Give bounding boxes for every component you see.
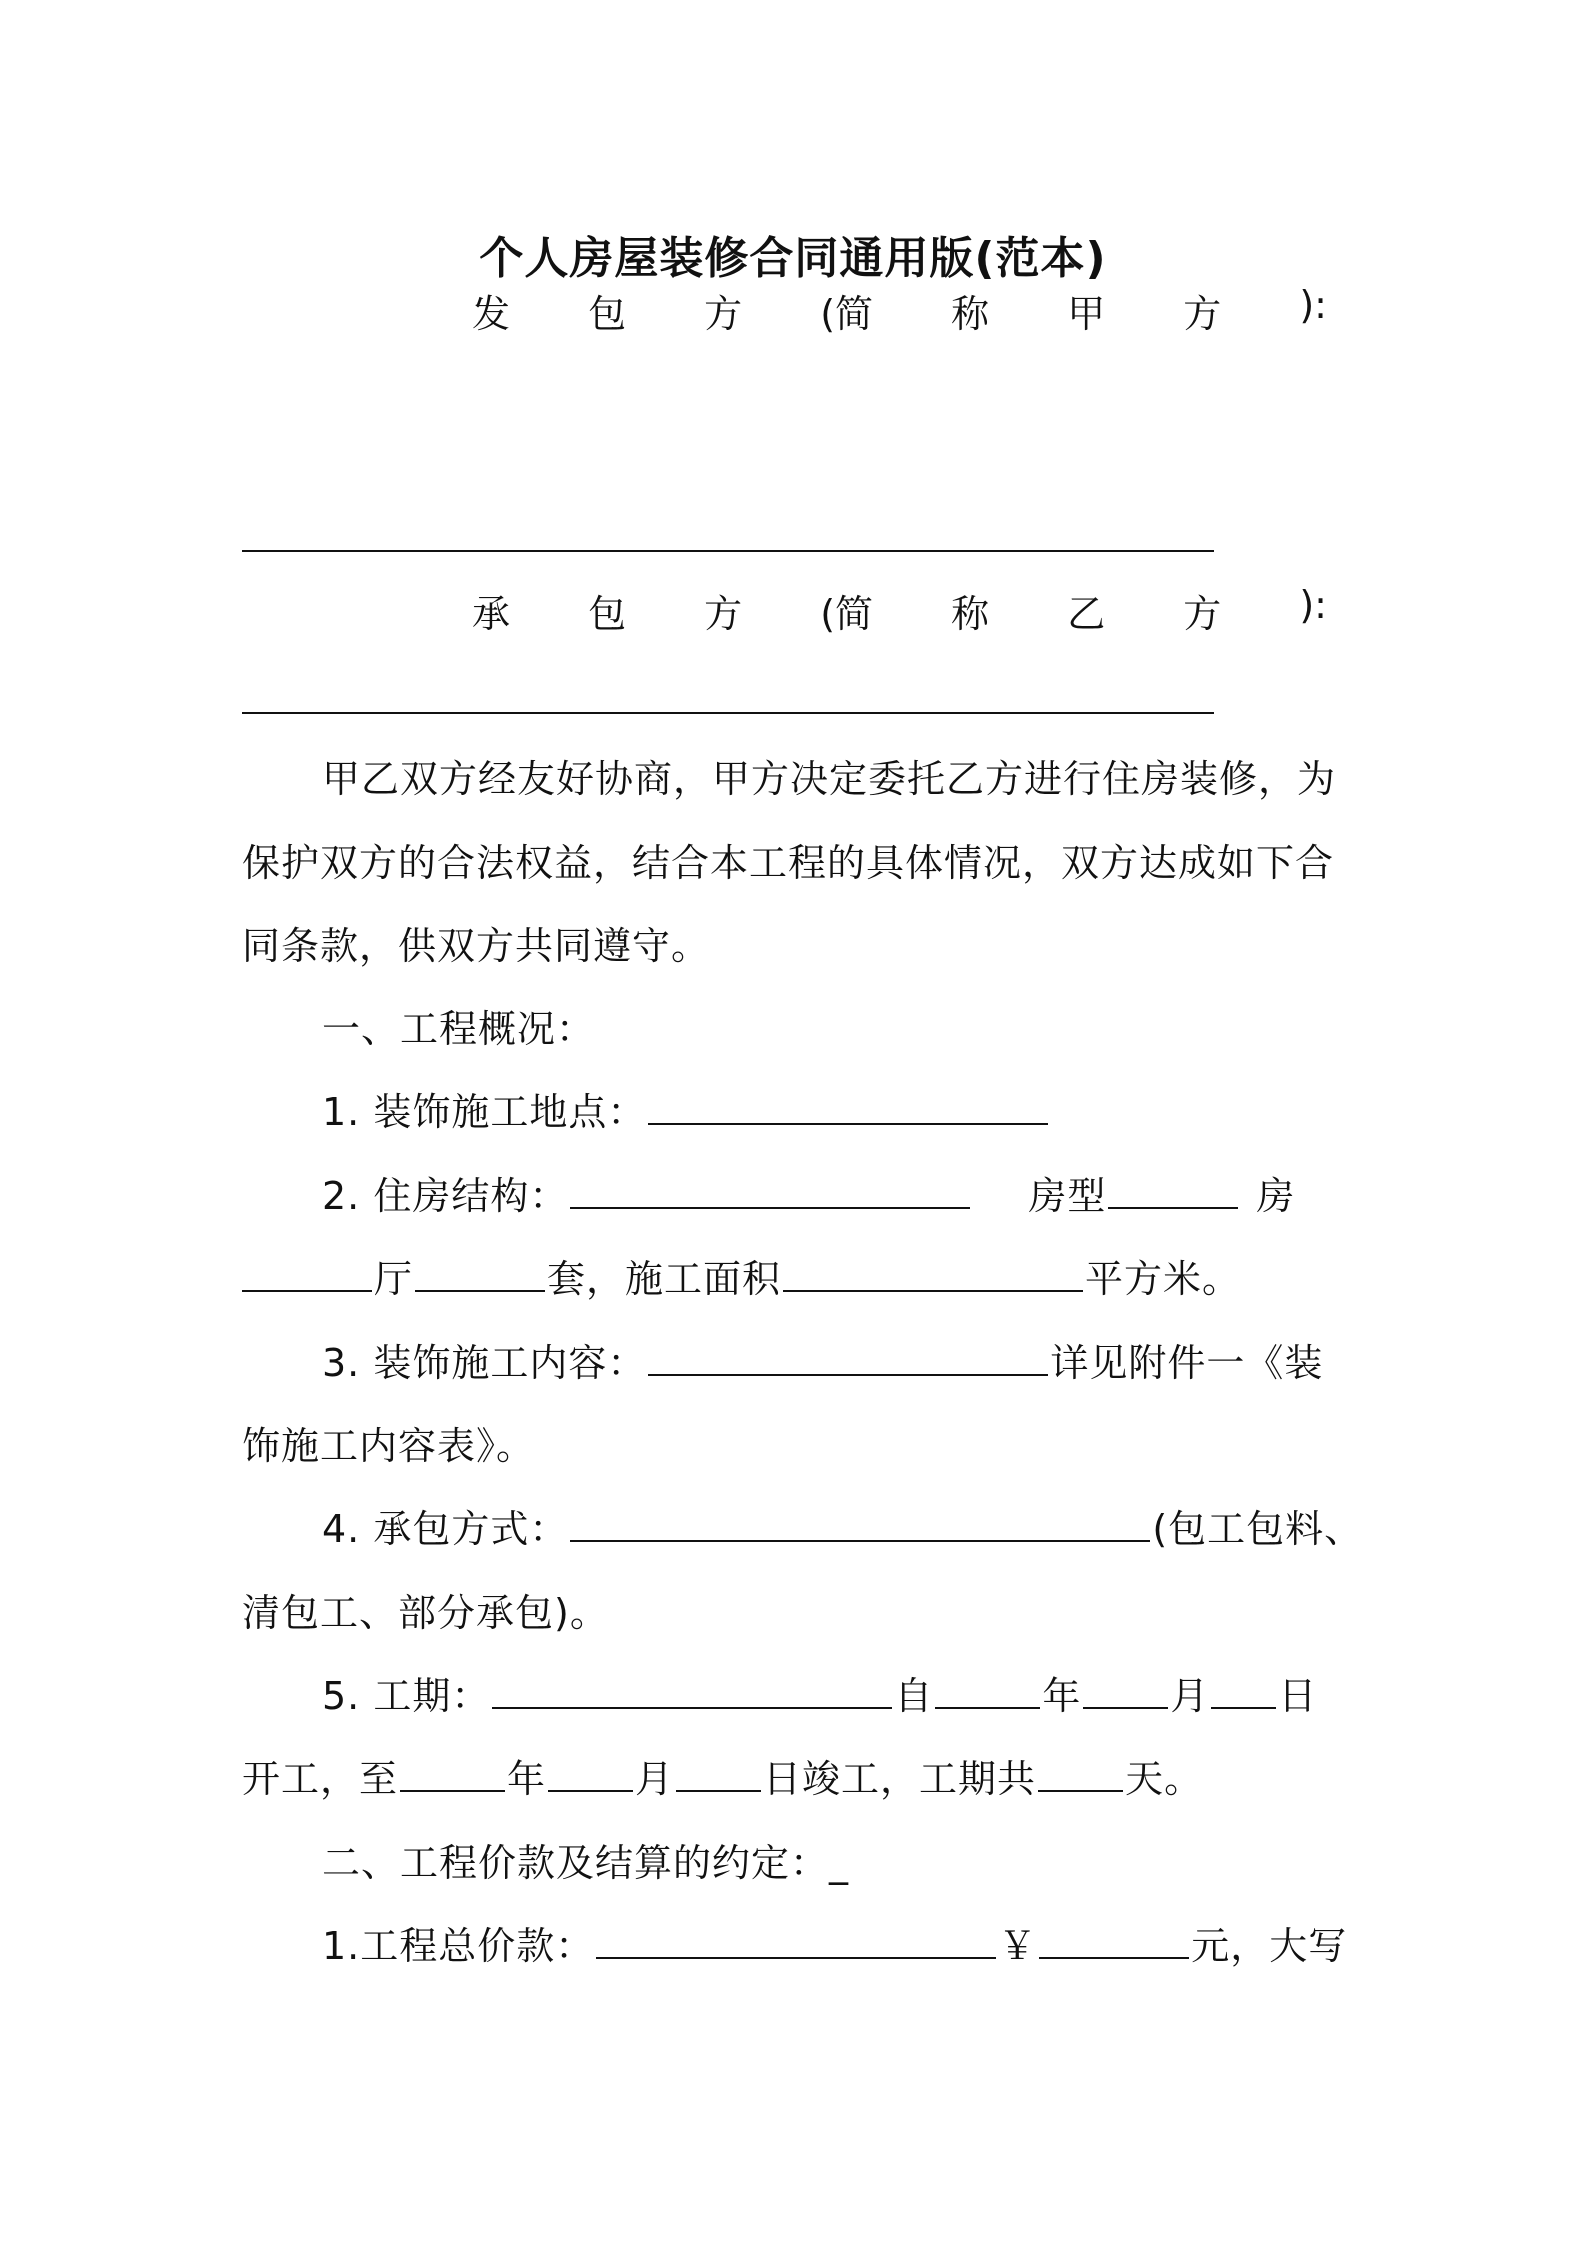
item-4-row-2: 清包工、部分承包)。 <box>242 1591 609 1635</box>
year-label: 年 <box>1042 1674 1082 1718</box>
housing-structure-field[interactable] <box>570 1177 970 1209</box>
party-a-char: 甲 <box>1067 292 1106 336</box>
party-a-char: (简 <box>820 292 874 336</box>
party-b-char: 承 <box>472 592 511 636</box>
start-month-field[interactable] <box>1083 1677 1168 1709</box>
intro-line-1: 甲乙双方经友好协商，甲方决定委托乙方进行住房装修，为 <box>322 757 1337 801</box>
item-2-row-2 <box>242 1248 1241 1303</box>
hall-count-field[interactable] <box>242 1260 372 1292</box>
intro-line-3: 同条款，供双方共同遵守。 <box>242 924 711 968</box>
item-1-row <box>322 1081 1050 1136</box>
room-count-field[interactable] <box>1108 1177 1238 1209</box>
hall-label: 厅 <box>374 1257 414 1301</box>
item-3-row <box>322 1332 1323 1387</box>
section-2-heading: 二、工程价款及结算的约定：_ <box>322 1841 850 1885</box>
section-1-heading: 一、工程概况： <box>322 1007 596 1051</box>
item-5-label: 5. 工期： <box>322 1674 491 1718</box>
item-2-row <box>322 1165 1295 1220</box>
party-b-char: ): <box>1299 583 1327 627</box>
party-b-char: 称 <box>951 592 990 636</box>
area-unit-label: 平方米。 <box>1085 1257 1242 1301</box>
days-label: 天。 <box>1125 1757 1204 1801</box>
item-3-note: 详见附件一《装 <box>1050 1341 1324 1385</box>
from-label: 自 <box>894 1674 934 1718</box>
month-label: 月 <box>1170 1674 1210 1718</box>
room-label: 房 <box>1256 1174 1296 1218</box>
party-a-char: 称 <box>951 292 990 336</box>
party-a-char: 发 <box>472 292 511 336</box>
month-label-2: 月 <box>635 1757 675 1801</box>
total-price-field[interactable] <box>596 1927 996 1959</box>
party-b-char: 包 <box>588 592 627 636</box>
party-a-char: ): <box>1299 283 1327 327</box>
start-work-label: 开工，至 <box>242 1757 399 1801</box>
item-4-row <box>322 1498 1363 1553</box>
price-row <box>322 1915 1347 1970</box>
party-a-char: 方 <box>1183 292 1222 336</box>
construction-content-field[interactable] <box>648 1344 1048 1376</box>
item-4-label: 4. 承包方式： <box>322 1507 569 1551</box>
construction-address-field[interactable] <box>648 1093 1048 1125</box>
end-year-field[interactable] <box>400 1760 505 1792</box>
price-label: 1.工程总价款： <box>322 1924 595 1968</box>
total-days-field[interactable] <box>1038 1760 1123 1792</box>
party-b-char: 乙 <box>1067 592 1106 636</box>
price-amount-field[interactable] <box>1039 1927 1189 1959</box>
end-day-field[interactable] <box>676 1760 761 1792</box>
end-month-field[interactable] <box>548 1760 633 1792</box>
party-b-fill-line[interactable] <box>242 712 1214 714</box>
yen-symbol: ￥ <box>998 1924 1038 1968</box>
completion-label: 日竣工，工期共 <box>763 1757 1037 1801</box>
house-type-label: 房型 <box>1028 1174 1107 1218</box>
item-5-row <box>322 1665 1317 1720</box>
item-2-label: 2. 住房结构： <box>322 1174 569 1218</box>
start-year-field[interactable] <box>935 1677 1040 1709</box>
item-5-row-2 <box>242 1748 1203 1803</box>
set-area-label: 套，施工面积 <box>547 1257 782 1301</box>
set-count-field[interactable] <box>415 1260 545 1292</box>
item-3-label: 3. 装饰施工内容： <box>322 1341 647 1385</box>
party-b-char: (简 <box>820 592 874 636</box>
item-3-row-2: 饰施工内容表》。 <box>242 1424 536 1468</box>
party-a-fill-line[interactable] <box>242 550 1214 552</box>
item-1-label: 1. 装饰施工地点： <box>322 1090 647 1134</box>
period-field[interactable] <box>492 1677 892 1709</box>
day-label: 日 <box>1278 1674 1318 1718</box>
party-a-char: 方 <box>704 292 743 336</box>
price-unit-label: 元，大写 <box>1191 1924 1348 1968</box>
intro-line-2: 保护双方的合法权益，结合本工程的具体情况，双方达成如下合 <box>242 841 1335 885</box>
document-title: 个人房屋装修合同通用版(范本) <box>479 233 1107 284</box>
party-b-char: 方 <box>1183 592 1222 636</box>
party-a-label-row <box>472 283 1327 338</box>
contract-method-field[interactable] <box>570 1510 1150 1542</box>
party-b-label-row <box>472 583 1327 638</box>
party-a-char: 包 <box>588 292 627 336</box>
year-label-2: 年 <box>507 1757 547 1801</box>
start-day-field[interactable] <box>1211 1677 1276 1709</box>
party-b-char: 方 <box>704 592 743 636</box>
item-4-options: (包工包料、 <box>1152 1507 1364 1551</box>
construction-area-field[interactable] <box>783 1260 1083 1292</box>
